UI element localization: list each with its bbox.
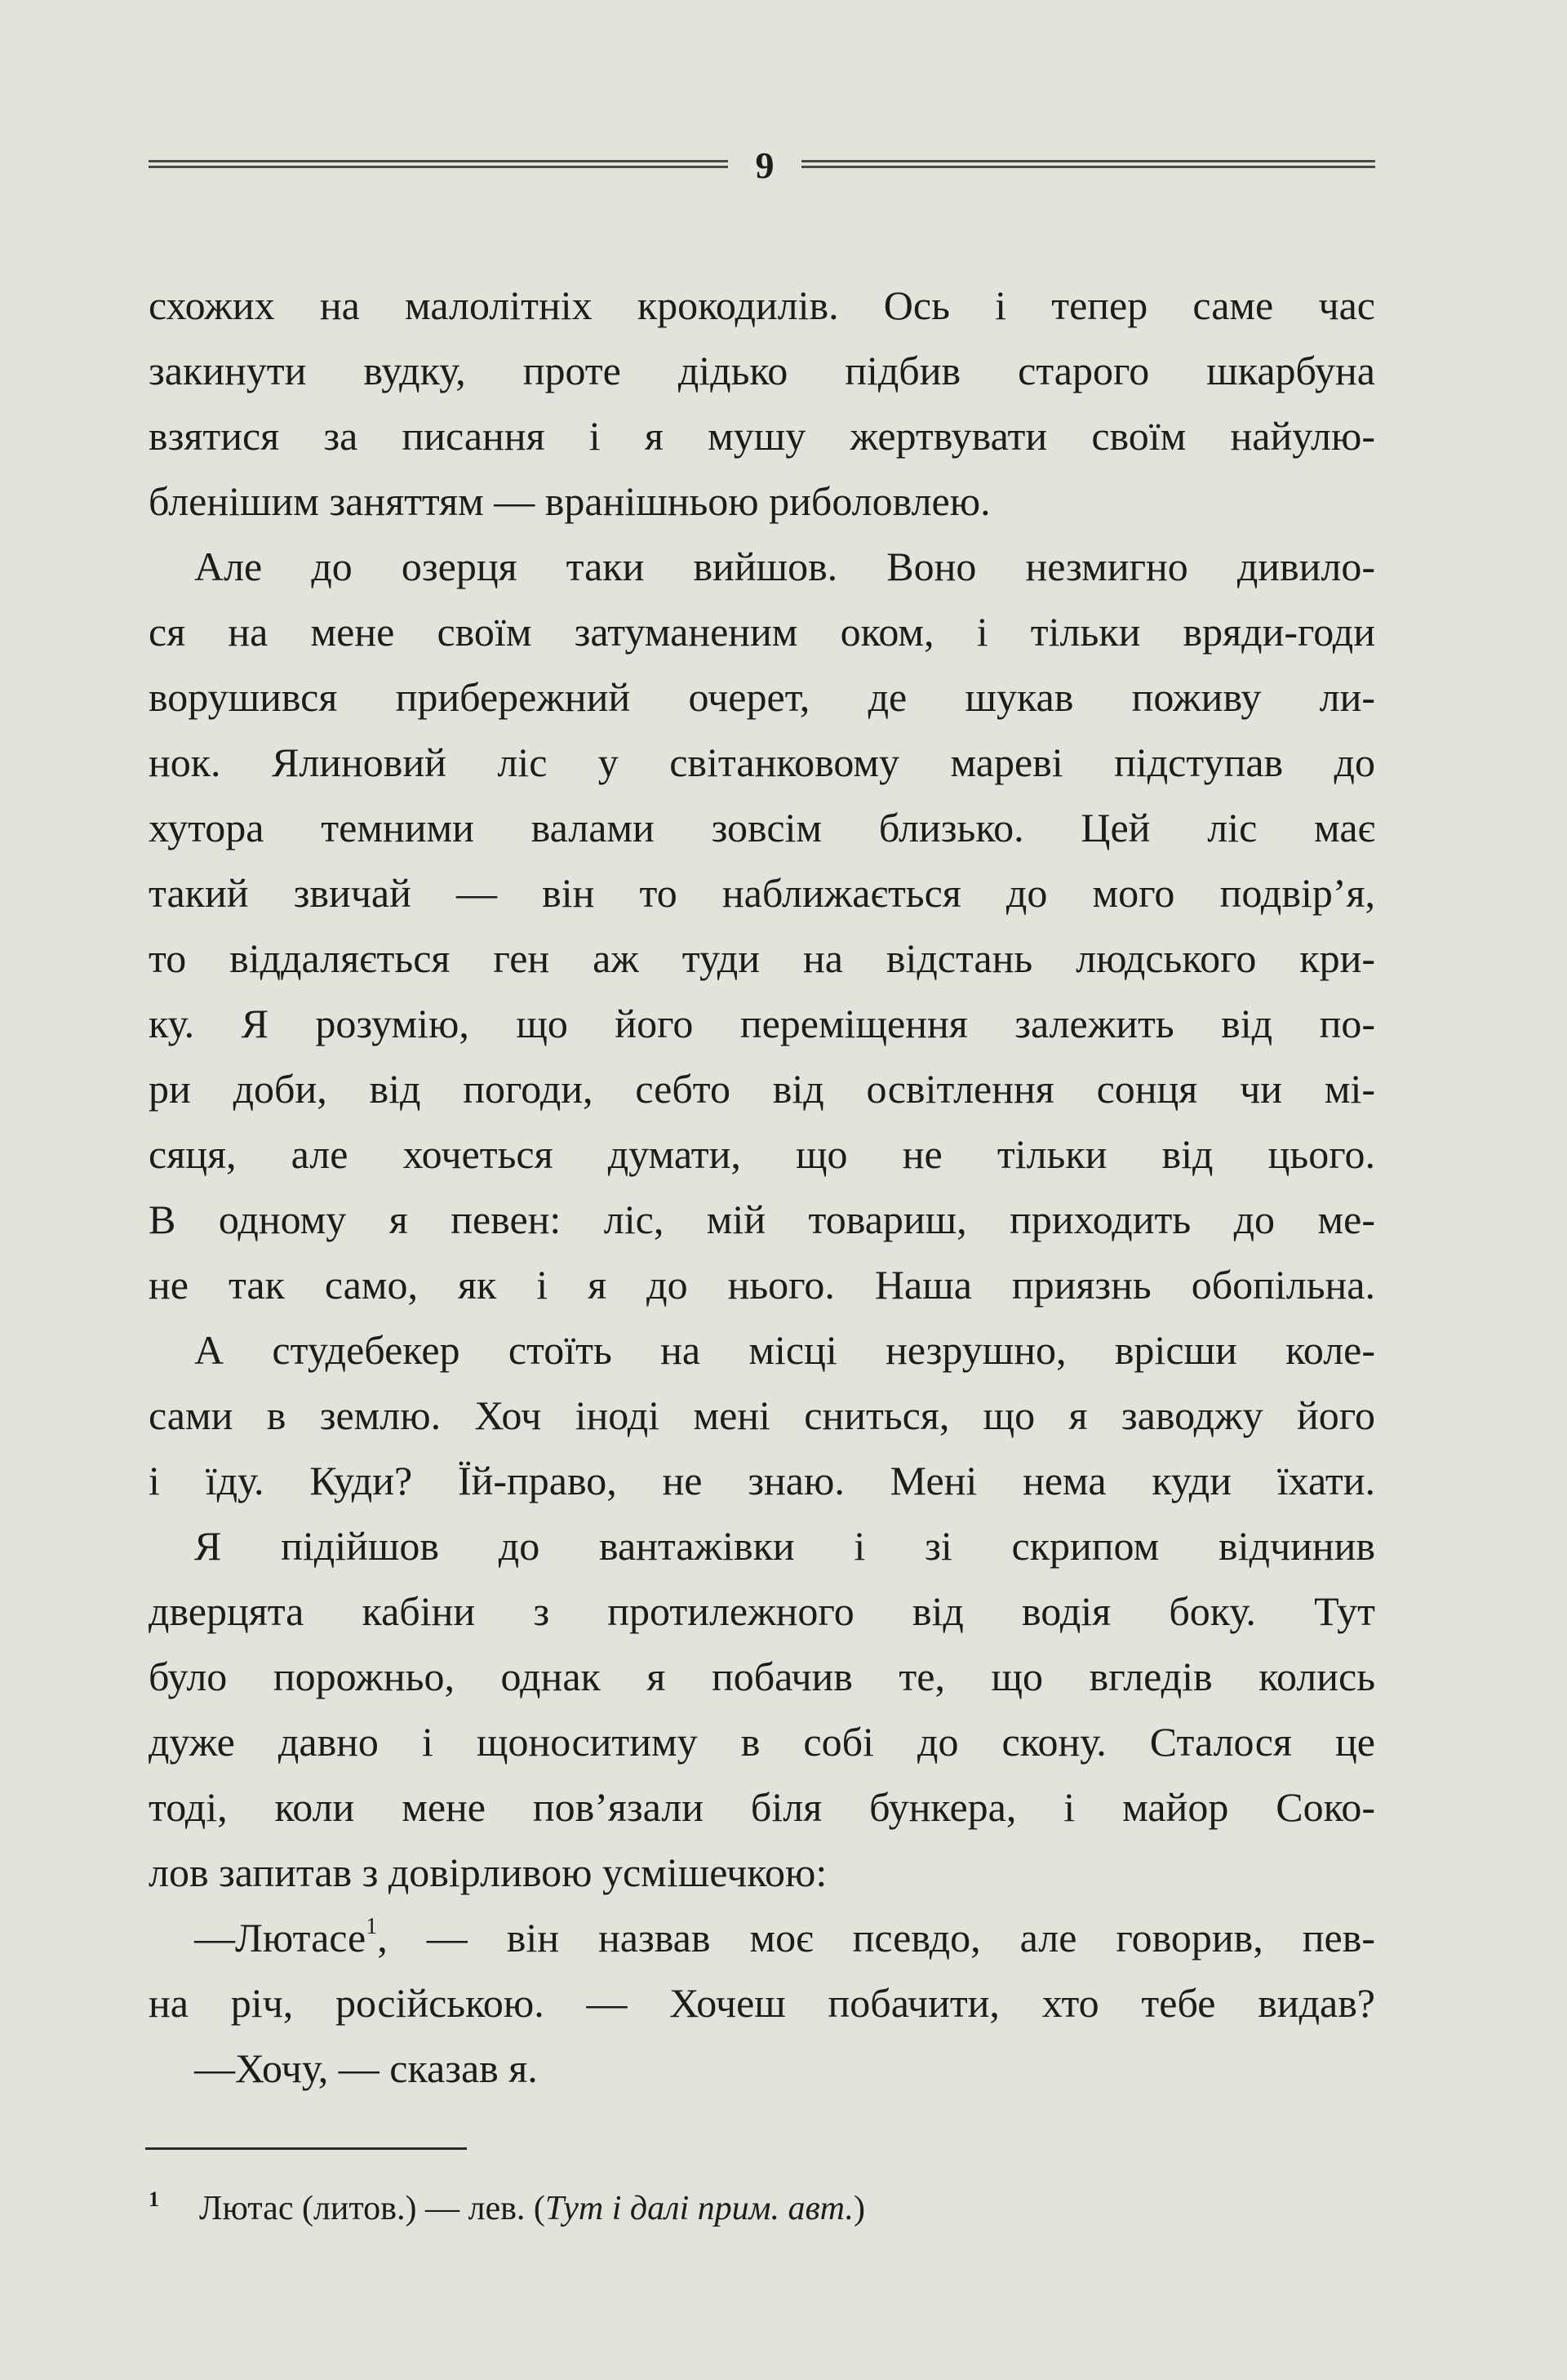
body-text (149, 273, 1375, 2101)
text-line: не так само, як і я до нього. Наша приязнь обопільна. (149, 1262, 1375, 1308)
text-line: було порожньо, однак я побачив те, що вгледів колись (149, 1654, 1375, 1699)
text-line: дверцята кабіни з протилежного від водія боку. Тут (149, 1588, 1375, 1634)
text-line: на річ, російською. — Хочеш побачити, хто тебе видав? (149, 1980, 1375, 2026)
text-line: ворушився прибережний очерет, де шукав поживу ли- (149, 674, 1375, 720)
text-line: хутора темними валами зовсім близько. Цей ліс має (149, 805, 1375, 850)
running-header (149, 144, 1375, 188)
text-line: дуже давно і щоноситиму в собі до скону. Сталося це (149, 1719, 1375, 1765)
header-rule-left (149, 160, 728, 168)
text-line: бленішим заняттям — вранішньою риболовлею. (149, 478, 991, 524)
text-line: ри доби, від погоди, себто від освітлення сонця чи мі- (149, 1066, 1375, 1112)
text-line: схожих на малолітніх крокодилів. Ось і тепер саме час (149, 282, 1375, 328)
text-segment: —Лютасе (194, 1915, 366, 1960)
text-line: взятися за писання і я мушу жертвувати своїм найулю- (149, 413, 1375, 459)
text-line: ся на мене своїм затуманеним оком, і тільки вряди-годи (149, 609, 1375, 655)
footnote-reference[interactable]: 1 (366, 1914, 378, 1939)
page-number: 9 (755, 144, 775, 186)
footnote-separator (145, 2147, 467, 2150)
header-rule-right (801, 160, 1375, 168)
footnote-close: ) (854, 2190, 866, 2227)
text-line: нок. Ялиновий ліс у світанковому мареві підступав до (149, 739, 1375, 785)
footnote-italic-text: Тут і далі прим. авт. (544, 2190, 855, 2227)
text-line: Але до озерця таки вийшов. Воно незмигно дивило- (194, 544, 1375, 589)
footnote-marker: 1 (149, 2187, 159, 2211)
text-line: сами в землю. Хоч іноді мені сниться, що я заводжу його (149, 1392, 1375, 1438)
text-line: А студебекер стоїть на місці незрушно, врісши коле- (194, 1327, 1375, 1373)
text-line: то віддаляється ген аж туди на відстань людського кри- (149, 935, 1375, 981)
footnote (149, 2178, 865, 2231)
text-line: тоді, коли мене пов’язали біля бункера, і майор Соко- (149, 1784, 1375, 1830)
text-line: лов запитав з довірливою усмішечкою: (149, 1849, 828, 1895)
footnote-text: Лютас (литов.) — лев. ( (199, 2190, 545, 2227)
text-segment: , — він назвав моє псевдо, але говорив, пев- (377, 1915, 1375, 1960)
text-line: і їду. Куди? Їй-право, не знаю. Мені нема куди їхати. (149, 1458, 1375, 1503)
text-line: ку. Я розумію, що його переміщення залежить від по- (149, 1001, 1375, 1046)
text-line: —Хочу, — сказав я. (194, 2045, 538, 2091)
text-line (149, 1905, 1375, 1970)
text-line: Я підійшов до вантажівки і зі скрипом відчинив (194, 1523, 1375, 1569)
text-line: сяця, але хочеться думати, що не тільки від цього. (149, 1131, 1375, 1177)
text-line: закинути вудку, проте дідько підбив старого шкарбуна (149, 348, 1375, 393)
text-line: В одному я певен: ліс, мій товариш, приходить до ме- (149, 1197, 1375, 1242)
text-line: такий звичай — він то наближається до мого подвір’я, (149, 870, 1375, 916)
